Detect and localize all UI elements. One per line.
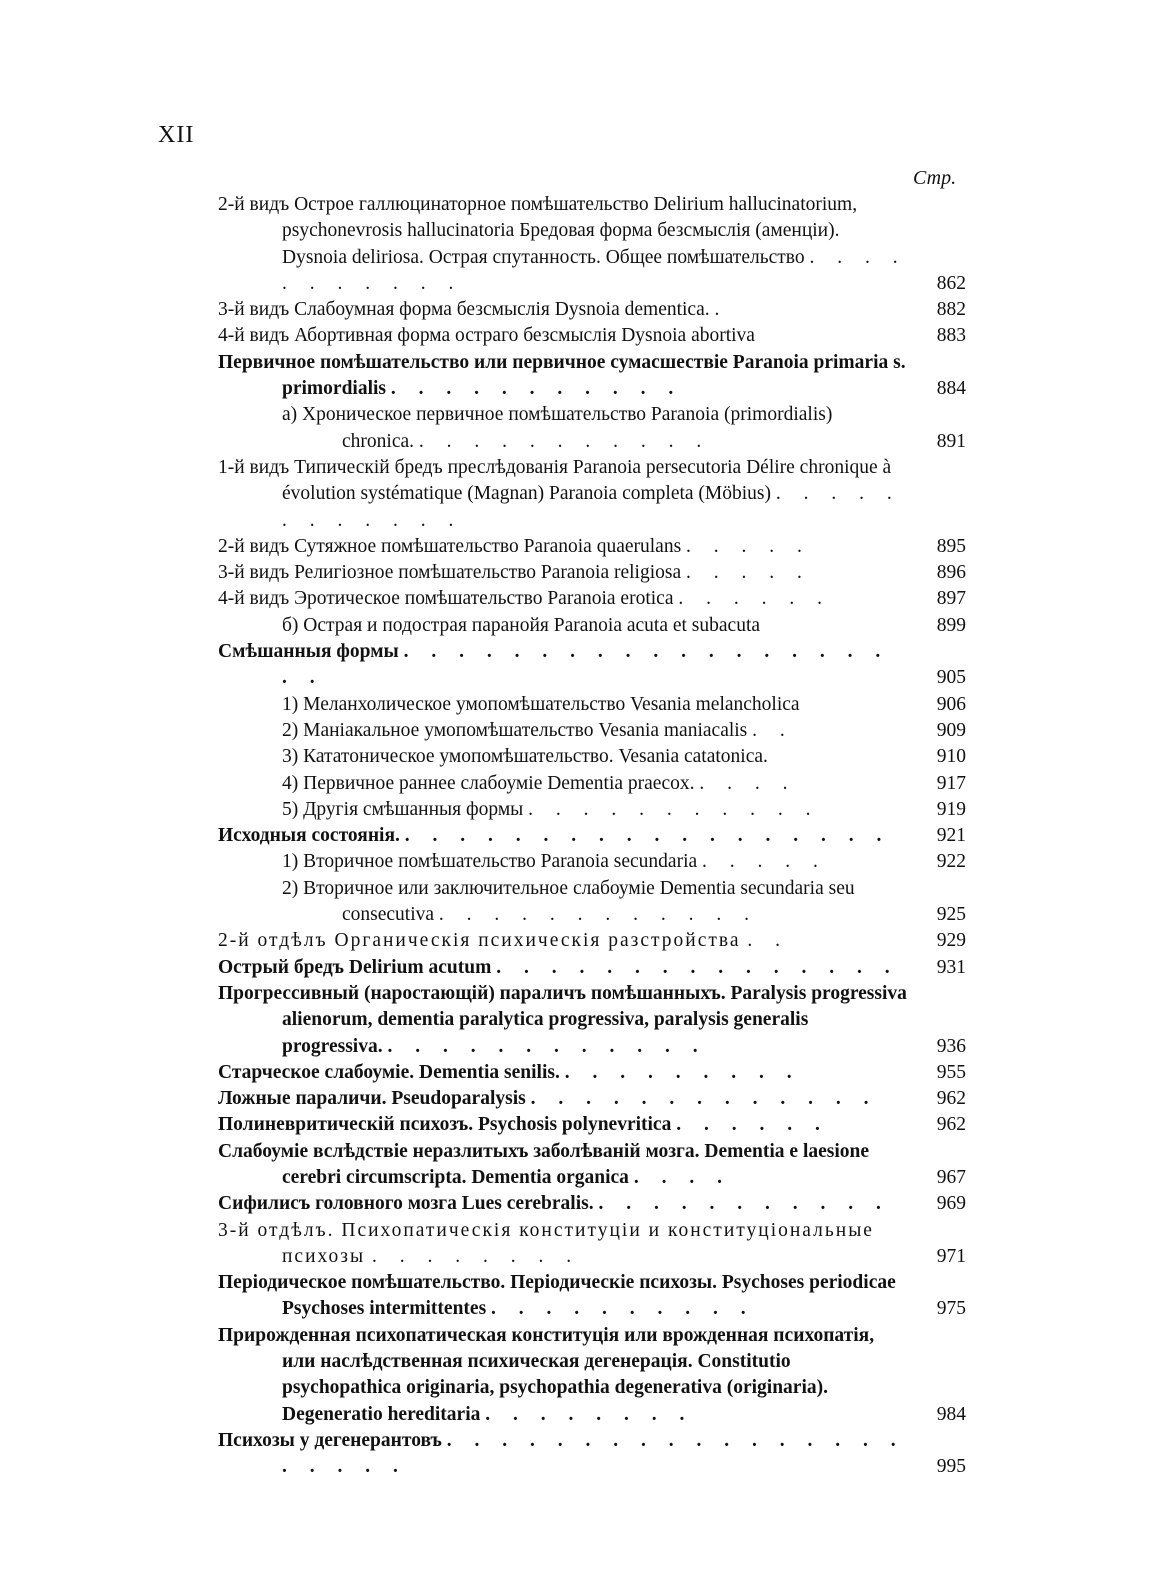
toc-entry: Прирожденная психопатическая конституція или врожденная психопатія, или наслѣдственная психическая дегенерація. Constitutio psychopathica originaria, psychopathia degenerativa (originaria). Degeneratio hereditaria . . . . . . . . 984 [218,1323,966,1428]
toc-entry: 2) Маніакальное умопомѣшательство Vesania maniacalis . . 909 [218,718,966,744]
toc-entry-page: 899 [936,614,966,636]
toc-entry-text: 2-й видъ Сутяжное помѣшательство Paranoia quaerulans [218,535,682,557]
toc-entry-page: 967 [936,1166,966,1188]
toc-entry: 4-й видъ Эротическое помѣшательство Paranoia erotica . . . . . . 897 [218,586,966,612]
toc-entry-page: 969 [936,1193,966,1215]
toc-entry: 5) Другія смѣшанныя формы . . . . . . . . . . . 919 [218,797,966,823]
toc-entry-page: 936 [936,1035,966,1057]
toc-entry-text: Смѣшанныя формы [218,641,399,663]
toc-entry-text: Исходныя состоянія. [218,825,400,847]
toc-entry-page: 896 [936,562,966,584]
toc-entry-text: Психозы у дегенерантовъ [218,1429,442,1451]
toc-entry: 2-й видъ Острое галлюцинаторное помѣшательство Delirium hallucinatorium, psychonevrosis hallucinatoria Бредовая форма безсмыслія (аменціи). Dysnoia deliriosa. Острая спутанность. Общее помѣшательство . . . . . . . . . . . 862 [218,192,966,297]
toc-entry: Исходныя состоянія. . . . . . . . . . . . . . . . . . . 921 [218,823,966,849]
toc-entry: Сифилисъ головного мозга Lues cerebralis. . . . . . . . . . . . 969 [218,1191,966,1217]
toc-entry-page: 921 [936,825,966,847]
toc-entry-text: 1) Меланхолическое умопомѣшательство Vesania melancholica [282,693,800,715]
toc-entry: 3-й видъ Слабоумная форма безсмыслія Dysnoia dementica. . 882 [218,297,966,323]
toc-entry: 2-й видъ Сутяжное помѣшательство Paranoia quaerulans . . . . . 895 [218,534,966,560]
toc-entry-text: Первичное помѣшательство или первичное сумасшествіе Paranoia primaria s. primordialis [218,351,906,400]
toc-entry-page: 895 [936,535,966,557]
toc-entry-page: 962 [936,1114,966,1136]
toc-entry-text: 2) Маніакальное умопомѣшательство Vesania maniacalis [282,719,748,741]
toc-entry [218,744,966,770]
toc-entry-text: Прогрессивный (наростающій) параличъ помѣшанныхъ. Paralysis progressiva alienorum, dementia paralytica progressiva, paralysis generalis progressiva. [218,982,907,1057]
toc-entry: 2) Вторичное или заключительное слабоуміе Dementia secundaria seu consecutiva . . . . . . . . . . . . 925 [218,876,966,929]
toc-entry-page: 883 [936,325,966,347]
toc-entry: 3-й отдѣлъ. Психопатическія конституціи и конституціональные психозы . . . . . . . . 971 [218,1218,966,1271]
toc-entry-text: 4) Первичное раннее слабоуміе Dementia praecox. [282,772,695,794]
toc-entry-text: 3-й отдѣлъ. Психопатическія конституціи и конституціональные психозы [218,1219,874,1267]
toc-entry-text: Ложные параличи. Pseudoparalysis [218,1088,526,1110]
toc-entry: Періодическое помѣшательство. Періодическіе психозы. Psychoses periodicae Psychoses intermittentes . . . . . . . . . . 975 [218,1270,966,1323]
toc-entry-text: 3-й видъ Слабоумная форма безсмыслія Dysnoia dementica. [218,299,710,321]
toc-entry: Ложные параличи. Pseudoparalysis . . . . . . . . . . . . . 962 [218,1086,966,1112]
toc-entry-page: 984 [936,1403,966,1425]
toc-entry: 1-й видъ Типическій бредъ преслѣдованія Paranoia persecutoria Délire chronique à évolution systématique (Magnan) Paranoia completa (Möbius) . . . . . . . . . . . . [218,456,901,531]
toc-entry-text: а) Хроническое первичное помѣшательство Paranoia (primordialis) chronica. [282,404,833,452]
toc-entry-text: 3-й видъ Религіозное помѣшательство Paranoia religiosa [218,562,682,584]
toc-entry-page: 919 [936,798,966,820]
toc-entry: 2-й отдѣлъ Органическія психическія разстройства . . 929 [218,928,966,954]
toc-entry: Смѣшанныя формы . . . . . . . . . . . . . . . . . . . . 905 [218,639,966,692]
toc-entry-page: 955 [936,1061,966,1083]
toc-entry: а) Хроническое первичное помѣшательство Paranoia (primordialis) chronica. . . . . . . . . . . . 891 [218,402,966,455]
toc-entry-text: Періодическое помѣшательство. Періодическіе психозы. Psychoses periodicae Psychoses intermittentes [218,1272,896,1320]
toc-entry-page: 891 [936,430,966,452]
toc-entry-text: 2-й отдѣлъ Органическія психическія разстройства [218,930,741,952]
toc-entry-text: 3) Кататоническое умопомѣшательство. Vesania catatonica. [282,746,768,768]
toc-entry-text: Сифилисъ головного мозга Lues cerebralis. [218,1193,594,1215]
toc-entry-page: 909 [936,719,966,741]
toc-entry: 4) Первичное раннее слабоуміе Dementia praecox. . . . . 917 [218,771,966,797]
toc-entry-text: 5) Другія смѣшанныя формы [282,798,524,820]
toc-entry: 3-й видъ Религіозное помѣшательство Paranoia religiosa . . . . . 896 [218,560,966,586]
toc-entry-text: Старческое слабоуміе. Dementia senilis. [218,1061,560,1083]
toc-entry-text: Полиневритическій психозъ. Psychosis polynevritica [218,1114,672,1136]
toc-entry-text: 2) Вторичное или заключительное слабоуміе Dementia secundaria seu consecutiva [282,877,855,926]
toc-entry-page: 962 [936,1088,966,1110]
toc-entry-page: 917 [936,772,966,794]
page-column-label: Стр. [913,167,957,189]
toc-entry-text: Прирожденная психопатическая конституція или врожденная психопатія, или наслѣдственная психическая дегенерація. Constitutio psychopathica originaria, psychopathia degenerativa (originaria). Degeneratio hereditaria [218,1324,875,1425]
toc-entry: Первичное помѣшательство или первичное сумасшествіе Paranoia primaria s. primordialis . . . . . . . . . . . 884 [218,350,966,403]
toc-entry-page: 925 [936,904,966,926]
toc-entry-text: 1) Вторичное помѣшательство Paranoia secundaria [282,851,698,873]
toc-entry: 1) Вторичное помѣшательство Paranoia secundaria . . . . . 922 [218,849,966,875]
toc-entry-page: 995 [936,1456,966,1478]
toc-entry-page: 884 [936,378,966,400]
toc-entry-page: 882 [936,299,966,321]
toc-entry-page: 975 [936,1298,966,1320]
toc-entry-text: 2-й видъ Острое галлюцинаторное помѣшательство Delirium hallucinatorium, psychonevrosis hallucinatoria Бредовая форма безсмыслія (аменціи). Dysnoia deliriosa. Острая спутанность. Общее помѣшательство [218,194,858,268]
toc-entry-page: 905 [936,667,966,689]
toc-entry-page: 862 [936,272,966,294]
page-number: XII [158,122,195,148]
toc-entry [218,323,966,349]
toc-entry: Старческое слабоуміе. Dementia senilis. . . . . . . . . . 955 [218,1060,966,1086]
toc-entry: Слабоуміе вслѣдствіе неразлитыхъ заболѣваній мозга. Dementia e laesione cerebri circumscripta. Dementia organica . . . . 967 [218,1139,966,1192]
toc-entry-page: 971 [936,1245,966,1267]
toc-entry-text: Острый бредъ Delirium acutum [218,956,492,978]
toc-entry: Прогрессивный (наростающій) параличъ помѣшанныхъ. Paralysis progressiva alienorum, dementia paralytica progressiva, paralysis generalis progressiva. . . . . . . . . . . . . 936 [218,981,966,1060]
toc-entry-page: 906 [936,693,966,715]
toc-entry: Психозы у дегенерантовъ . . . . . . . . . . . . . . . . . . . . . . 995 [218,1428,966,1481]
toc-entry-page: 929 [936,930,966,952]
toc-entry-text: 4-й видъ Абортивная форма остраго безсмыслія Dysnoia abortiva [218,325,755,347]
toc-entry-page: 931 [936,956,966,978]
toc-entry-page: 910 [936,746,966,768]
toc-entry [218,613,966,639]
toc-entry [218,692,966,718]
toc-entry-text: б) Острая и подострая паранойя Paranoia acuta et subacuta [282,614,761,636]
toc-entry-text: 1-й видъ Типическій бредъ преслѣдованія Paranoia persecutoria Délire chronique à évolution systématique (Magnan) Paranoia completa (Möbius) [218,456,892,505]
toc-entry: Острый бредъ Delirium acutum . . . . . . . . . . . . . . . 931 [218,955,966,981]
toc-entry-text: 4-й видъ Эротическое помѣшательство Paranoia erotica [218,588,674,610]
table-of-contents [218,192,966,1481]
toc-entry-text: Слабоуміе вслѣдствіе неразлитыхъ заболѣваній мозга. Dementia e laesione cerebri circumscripta. Dementia organica [218,1140,870,1188]
toc-entry-page: 922 [936,851,966,873]
toc-entry-page: 897 [936,588,966,610]
toc-entry: Полиневритическій психозъ. Psychosis polynevritica . . . . . . 962 [218,1112,966,1138]
